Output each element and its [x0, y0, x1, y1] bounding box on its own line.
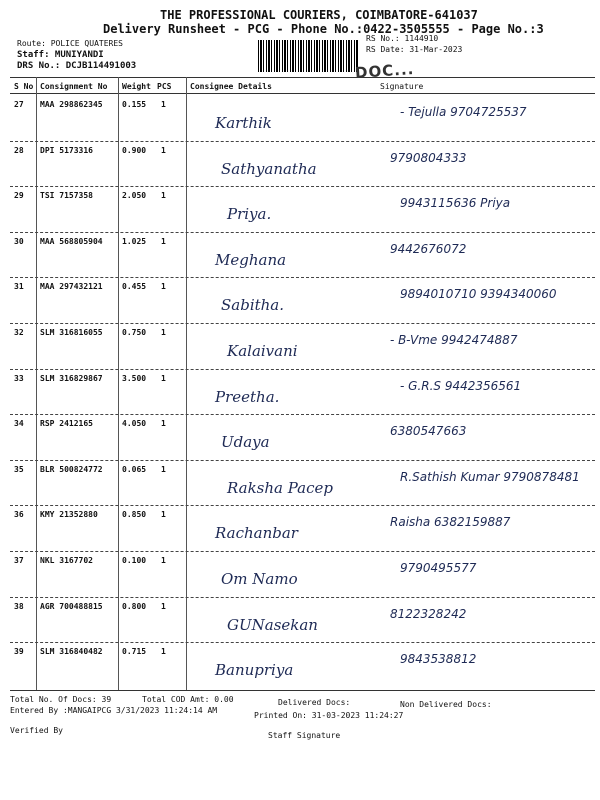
row-sno: 36 [14, 510, 24, 520]
row-consignment: TSI 7157358 [40, 191, 93, 201]
row-pcs: 1 [161, 145, 166, 155]
row-pcs: 1 [161, 236, 166, 246]
col-divider [186, 77, 187, 690]
row-consignment: SLM 316816055 [40, 328, 103, 337]
consignee-signature: Karthik [215, 114, 272, 132]
row-separator [10, 277, 595, 278]
total-cod: Total COD Amt: 0.00 [142, 695, 234, 704]
runsheet-title: Delivery Runsheet - PCG - Phone No.:0422-3505555 - Page No.:3 [103, 22, 544, 36]
col-divider [36, 77, 37, 690]
row-separator [10, 597, 595, 598]
col-consignee: Consignee Details [190, 82, 272, 91]
table-header-rule [10, 93, 595, 94]
consignee-signature: Kalaivani [227, 342, 298, 360]
receiver-remark: - G.R.S 9442356561 [400, 378, 522, 393]
row-weight: 0.850 [122, 510, 147, 520]
row-weight: 0.455 [122, 282, 147, 292]
row-sno: 39 [14, 647, 24, 657]
table-top-rule [10, 77, 595, 78]
row-consignment: MAA 297432121 [40, 282, 103, 292]
col-consignment: Consignment No [40, 82, 108, 91]
row-separator [10, 505, 595, 506]
row-sno: 35 [14, 464, 24, 474]
row-consignment: SLM 316829867 [40, 373, 103, 383]
row-consignment: MAA 568805904 [40, 236, 103, 246]
row-weight: 2.050 [122, 191, 147, 201]
row-sno: 31 [14, 282, 24, 292]
row-pcs: 1 [161, 647, 166, 657]
barcode [258, 40, 358, 72]
receiver-remark: 9843538812 [400, 652, 477, 667]
receiver-remark: 6380547663 [390, 424, 467, 439]
consignee-signature: GUNasekan [227, 615, 318, 634]
staff-label: Staff: MUNIYANDI [17, 50, 104, 60]
row-sno: 34 [14, 419, 24, 429]
row-weight: 0.155 [122, 100, 147, 109]
row-separator [10, 186, 595, 187]
row-sno: 28 [14, 145, 24, 155]
receiver-remark: 9943115636 Priya [400, 196, 511, 211]
total-docs: Total No. Of Docs: 39 [10, 695, 112, 704]
row-separator [10, 414, 595, 415]
row-pcs: 1 [161, 282, 166, 292]
rs-date: RS Date: 31-Mar-2023 [366, 45, 463, 54]
consignee-signature: Priya. [227, 205, 272, 224]
row-consignment: KMY 21352880 [40, 510, 98, 520]
verified-by: Verified By [10, 726, 63, 735]
staff-signature: Staff Signature [268, 731, 341, 740]
route-label: Route: POLICE QUATERES [17, 39, 123, 48]
row-pcs: 1 [161, 464, 166, 474]
col-sno: S No [14, 82, 34, 91]
row-weight: 3.500 [122, 373, 147, 383]
col-pcs: PCS [157, 82, 172, 91]
row-consignment: MAA 298862345 [40, 100, 103, 109]
row-consignment: SLM 316840482 [40, 647, 103, 657]
col-weight: Weight [122, 82, 151, 91]
row-sno: 27 [14, 100, 24, 109]
row-weight: 0.100 [122, 556, 147, 565]
receiver-remark: 8122328242 [390, 606, 467, 621]
entered-by: Entered By :MANGAIPCG 3/31/2023 11:24:14 AM [10, 706, 218, 715]
rs-number: RS No.: 1144910 [366, 34, 439, 43]
row-weight: 0.800 [122, 601, 147, 611]
receiver-remark: Raisha 6382159887 [390, 515, 511, 530]
non-delivered-docs: Non Delivered Docs: [400, 700, 492, 709]
row-pcs: 1 [161, 373, 166, 383]
company-title: THE PROFESSIONAL COURIERS, COIMBATORE-641037 [160, 8, 478, 22]
row-sno: 38 [14, 601, 24, 611]
row-separator [10, 369, 595, 370]
consignee-signature: Rachanbar [215, 524, 298, 543]
row-weight: 1.025 [122, 236, 147, 246]
row-pcs: 1 [161, 510, 166, 520]
consignee-signature: Sathyanatha [221, 159, 317, 178]
row-pcs: 1 [161, 100, 166, 109]
row-sno: 33 [14, 373, 24, 383]
row-pcs: 1 [161, 601, 166, 611]
consignee-signature: Sabitha. [221, 296, 285, 315]
row-separator [10, 141, 595, 142]
consignee-signature: Raksha Pacep [227, 478, 333, 497]
receiver-remark: - Tejulla 9704725537 [400, 105, 527, 119]
row-pcs: 1 [161, 328, 166, 337]
stamp-mark: DOC... [354, 59, 415, 83]
receiver-remark: 9790495577 [400, 561, 477, 575]
drs-number: DRS No.: DCJB114491003 [17, 61, 137, 71]
row-weight: 0.750 [122, 328, 147, 337]
row-sno: 37 [14, 556, 24, 565]
row-separator [10, 323, 595, 324]
receiver-remark: 9442676072 [390, 241, 467, 256]
row-weight: 0.900 [122, 145, 147, 155]
consignee-signature: Om Namo [221, 570, 298, 588]
receiver-remark: R.Sathish Kumar 9790878481 [400, 469, 580, 484]
row-consignment: AGR 700488815 [40, 601, 103, 611]
row-consignment: RSP 2412165 [40, 419, 93, 429]
row-consignment: DPI 5173316 [40, 145, 93, 155]
row-weight: 4.050 [122, 419, 147, 429]
row-separator [10, 551, 595, 552]
receiver-remark: 9790804333 [390, 150, 467, 165]
printed-on: Printed On: 31-03-2023 11:24:27 [254, 711, 404, 720]
delivered-docs: Delivered Docs: [278, 698, 351, 707]
row-separator [10, 460, 595, 461]
row-pcs: 1 [161, 556, 166, 565]
row-separator [10, 642, 595, 643]
consignee-signature: Preetha. [215, 387, 280, 406]
row-weight: 0.715 [122, 647, 147, 657]
row-sno: 29 [14, 191, 24, 201]
col-divider [118, 77, 119, 690]
row-pcs: 1 [161, 191, 166, 201]
row-weight: 0.065 [122, 464, 147, 474]
row-consignment: NKL 3167702 [40, 556, 93, 565]
receiver-remark: - B-Vme 9942474887 [390, 333, 518, 347]
consignee-signature: Meghana [215, 250, 287, 269]
row-separator [10, 232, 595, 233]
col-signature: Signature [380, 82, 424, 91]
receiver-remark: 9894010710 9394340060 [400, 287, 557, 302]
consignee-signature: Udaya [221, 433, 270, 452]
row-consignment: BLR 500824772 [40, 464, 103, 474]
table-bottom-rule [10, 690, 595, 691]
row-sno: 30 [14, 236, 24, 246]
row-pcs: 1 [161, 419, 166, 429]
consignee-signature: Banupriya [215, 661, 294, 680]
row-sno: 32 [14, 328, 24, 337]
